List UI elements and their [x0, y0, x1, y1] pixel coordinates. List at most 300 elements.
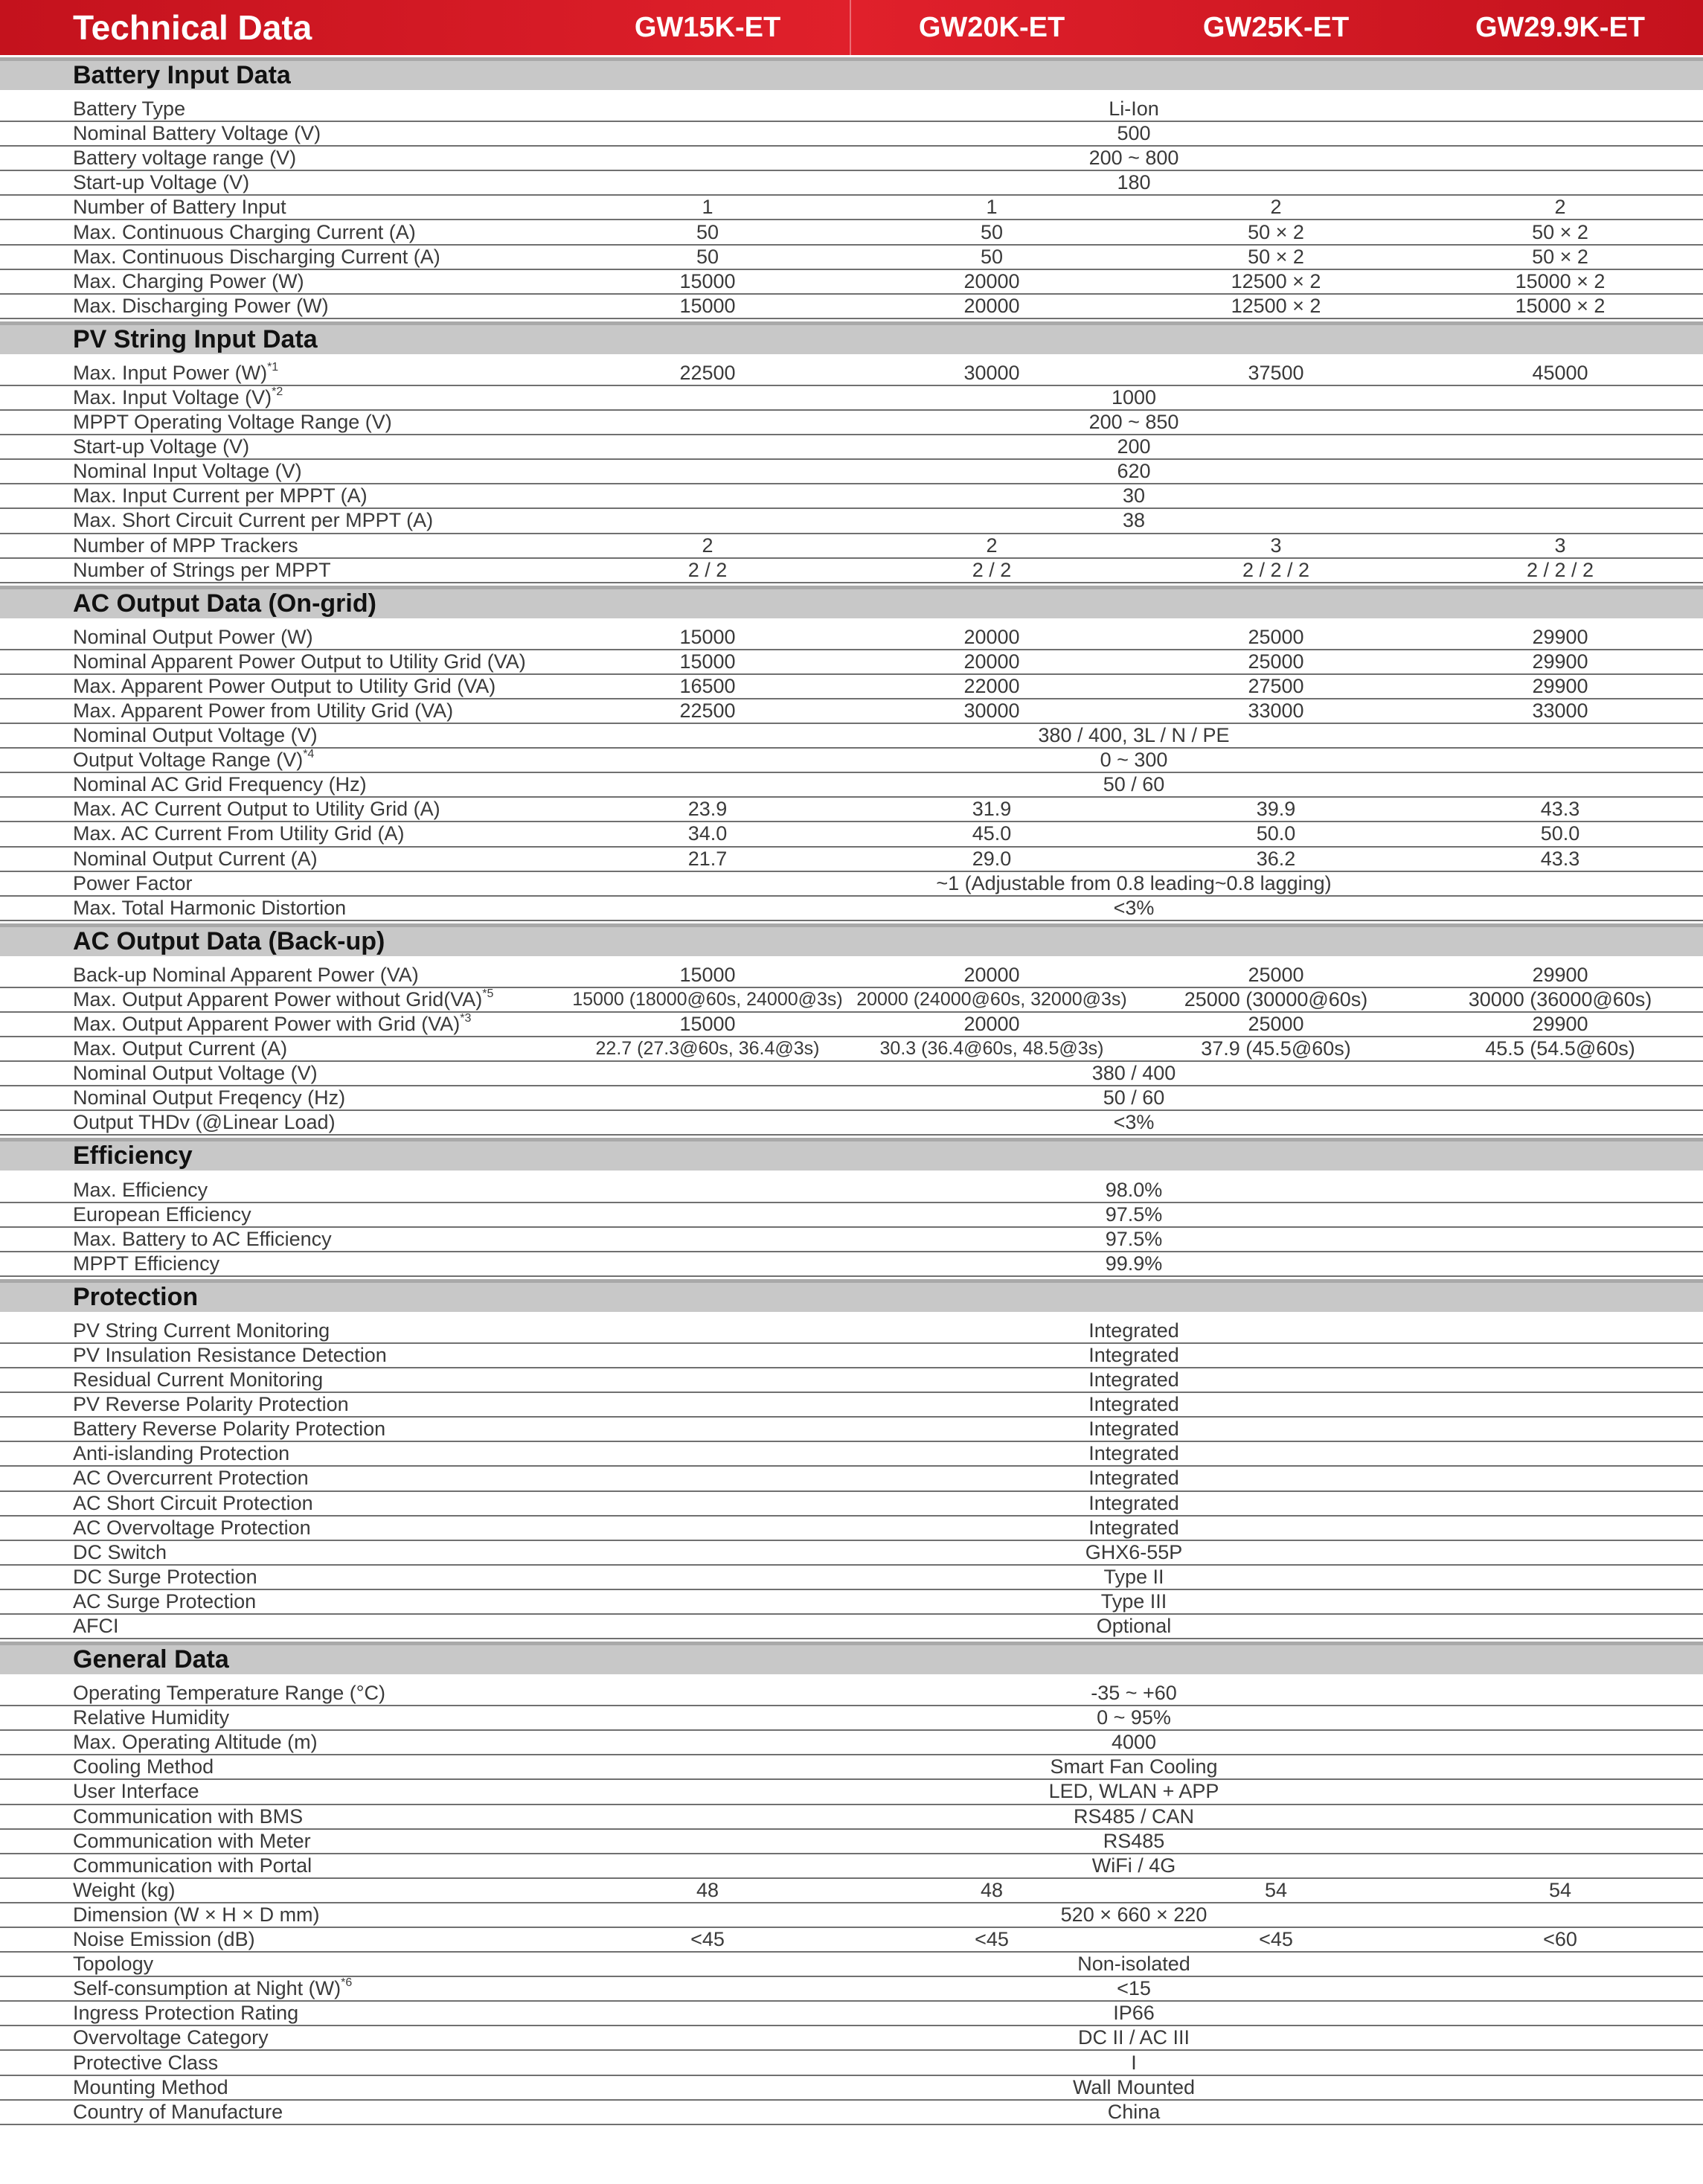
spec-label	[0, 1830, 565, 1853]
spec-row	[0, 171, 1703, 196]
spec-label-text: Protective Class	[73, 2051, 219, 2074]
spec-label-text: Max. Total Harmonic Distortion	[73, 896, 347, 919]
spec-row	[0, 1178, 1703, 1203]
spec-label-text: Dimension (W × H × D mm)	[73, 1903, 320, 1926]
spec-value: 37.9 (45.5@60s)	[1201, 1037, 1351, 1060]
model-column-gw29k: GW29.9K-ET	[1475, 11, 1646, 43]
spec-label	[0, 1319, 565, 1342]
model-column-gw20k: GW20K-ET	[918, 11, 1065, 43]
spec-value-shared: 180	[1117, 171, 1151, 194]
spec-label	[0, 122, 565, 145]
spec-value-shared: <3%	[1113, 1111, 1155, 1134]
spec-value: 22000	[963, 674, 1020, 697]
spec-row	[0, 897, 1703, 921]
spec-value: 2	[702, 534, 713, 557]
spec-label	[0, 460, 565, 483]
spec-label	[0, 2076, 565, 2099]
spec-value-shared: LED, WLAN + APP	[1048, 1780, 1219, 1803]
spec-value-shared: GHX6-55P	[1085, 1540, 1183, 1563]
spec-value-shared: WiFi / 4G	[1091, 1854, 1176, 1877]
spec-value: 50 × 2	[1248, 245, 1304, 268]
spec-value: 12500 × 2	[1231, 269, 1321, 292]
spec-row	[0, 1086, 1703, 1111]
spec-label-text: Max. Charging Power (W)	[73, 269, 304, 292]
spec-label-text: Max. AC Current Output to Utility Grid (A)	[73, 798, 440, 821]
spec-label	[0, 1928, 565, 1951]
section-header: Protection	[0, 1279, 1703, 1312]
spec-label	[0, 147, 565, 170]
spec-label	[0, 1086, 565, 1109]
spec-value: 3	[1554, 534, 1566, 557]
spec-value-shared: 500	[1117, 122, 1151, 145]
spec-value: 45.5 (54.5@60s)	[1485, 1037, 1635, 1060]
spec-value-shared: Integrated	[1088, 1491, 1179, 1514]
spec-label-text: Nominal Output Current (A)	[73, 847, 318, 870]
spec-value: 54	[1264, 1878, 1288, 1901]
spec-label-text: Nominal AC Grid Frequency (Hz)	[73, 773, 367, 796]
spec-value-shared: Integrated	[1088, 1319, 1179, 1342]
spec-row	[0, 1830, 1703, 1854]
spec-label	[0, 246, 565, 269]
spec-value: 33000	[1532, 699, 1588, 723]
spec-label-text: Start-up Voltage (V)	[73, 435, 250, 458]
spec-label	[0, 798, 565, 821]
spec-row	[0, 1393, 1703, 1418]
spec-value: 29900	[1532, 625, 1588, 648]
spec-value: <45	[1259, 1928, 1293, 1951]
section-spacer	[0, 1171, 1703, 1178]
spec-label	[0, 362, 565, 385]
spec-label-text: Communication with BMS	[73, 1804, 304, 1828]
spec-table-body	[0, 57, 1703, 2125]
spec-value: 33000	[1248, 699, 1304, 723]
spec-label-text: Max. Input Power (W)	[73, 361, 268, 384]
spec-value: 22500	[679, 361, 736, 384]
spec-label-text: Ingress Protection Rating	[73, 2002, 299, 2025]
spec-row	[0, 1706, 1703, 1731]
spec-label-text: Back-up Nominal Apparent Power (VA)	[73, 963, 419, 986]
spec-value-shared: Integrated	[1088, 1393, 1179, 1416]
spec-value-shared: 97.5%	[1105, 1203, 1163, 1226]
spec-label-text: Self-consumption at Night (W)	[73, 1977, 341, 2000]
spec-value: 2	[1554, 196, 1566, 219]
spec-value: 30000	[963, 699, 1020, 723]
spec-label	[0, 1977, 565, 2000]
spec-label-text: PV Insulation Resistance Detection	[73, 1343, 387, 1366]
spec-label-text: AC Short Circuit Protection	[73, 1491, 313, 1514]
spec-value-shared: 200 ~ 850	[1088, 411, 1179, 434]
footnote-marker: *2	[272, 385, 283, 398]
spec-value-shared: RS485 / CAN	[1073, 1804, 1195, 1828]
page-title: Technical Data	[73, 8, 312, 47]
footnote-marker: *1	[267, 361, 279, 374]
spec-value: 50.0	[1256, 822, 1296, 845]
spec-label	[0, 988, 565, 1011]
spec-label-text: Max. Input Current per MPPT (A)	[73, 484, 368, 507]
spec-label-text: Max. AC Current From Utility Grid (A)	[73, 822, 405, 845]
spec-value: 20000	[963, 1013, 1020, 1036]
spec-label	[0, 1682, 565, 1705]
spec-label-text: Output Voltage Range (V)	[73, 749, 304, 772]
model-column-gw15k: GW15K-ET	[634, 11, 781, 43]
footnote-marker: *3	[460, 1013, 472, 1025]
spec-value: 50 × 2	[1248, 220, 1304, 243]
spec-label	[0, 822, 565, 845]
spec-row	[0, 699, 1703, 724]
spec-label	[0, 1517, 565, 1540]
spec-label-text: Max. Operating Altitude (m)	[73, 1731, 318, 1754]
spec-value: <60	[1543, 1928, 1577, 1951]
spec-label-text: Power Factor	[73, 871, 193, 894]
spec-label	[0, 897, 565, 920]
spec-value: 25000	[1248, 1013, 1304, 1036]
spec-row	[0, 97, 1703, 122]
spec-value: 20000	[963, 269, 1020, 292]
spec-row	[0, 1203, 1703, 1228]
spec-value-shared: Type III	[1100, 1589, 1167, 1613]
spec-value-shared: Integrated	[1088, 1368, 1179, 1392]
spec-value-shared: Type II	[1103, 1565, 1164, 1588]
spec-label	[0, 1541, 565, 1564]
spec-label-text: Communication with Portal	[73, 1854, 312, 1877]
spec-label	[0, 2002, 565, 2025]
spec-label	[0, 1805, 565, 1828]
spec-value-shared: 99.9%	[1105, 1252, 1163, 1275]
spec-label	[0, 773, 565, 796]
spec-value-shared: 0 ~ 95%	[1097, 1706, 1171, 1729]
spec-label	[0, 1179, 565, 1202]
spec-value-shared: Integrated	[1088, 1418, 1179, 1441]
spec-row	[0, 1903, 1703, 1928]
spec-label	[0, 295, 565, 318]
spec-label	[0, 1111, 565, 1134]
spec-label	[0, 2052, 565, 2075]
spec-row	[0, 2051, 1703, 2075]
spec-value-shared: 0 ~ 300	[1100, 749, 1168, 772]
spec-row	[0, 1977, 1703, 2002]
spec-row	[0, 1418, 1703, 1442]
spec-value: 29900	[1532, 650, 1588, 673]
spec-value-shared: <3%	[1113, 896, 1155, 919]
spec-row	[0, 1953, 1703, 1977]
spec-label	[0, 1393, 565, 1416]
section-header: AC Output Data (On-grid)	[0, 586, 1703, 618]
spec-label-text: MPPT Operating Voltage Range (V)	[73, 411, 392, 434]
spec-label-text: Residual Current Monitoring	[73, 1368, 324, 1392]
spec-value: 16500	[679, 674, 736, 697]
spec-label-text: Nominal Output Voltage (V)	[73, 724, 318, 747]
spec-value-shared: Optional	[1096, 1615, 1172, 1638]
spec-value: 2 / 2 / 2	[1526, 558, 1594, 581]
spec-row	[0, 1228, 1703, 1252]
spec-row	[0, 848, 1703, 872]
spec-row	[0, 1492, 1703, 1517]
spec-value-shared: Integrated	[1088, 1516, 1179, 1539]
spec-row	[0, 1780, 1703, 1804]
spec-label	[0, 2026, 565, 2049]
footnote-marker: *5	[482, 987, 494, 1000]
spec-value-shared: 1000	[1111, 385, 1157, 409]
spec-value-shared: Smart Fan Cooling	[1050, 1755, 1218, 1778]
spec-row	[0, 1731, 1703, 1755]
spec-label-text: Country of Manufacture	[73, 2100, 283, 2123]
spec-value: 15000	[679, 269, 736, 292]
spec-value: 30.3 (36.4@60s, 48.5@3s)	[879, 1038, 1104, 1060]
section-header: PV String Input Data	[0, 321, 1703, 354]
spec-label	[0, 1344, 565, 1367]
spec-value: 15000	[679, 294, 736, 317]
spec-label-text: Output THDv (@Linear Load)	[73, 1111, 336, 1134]
spec-value: 39.9	[1256, 798, 1296, 821]
spec-row	[0, 411, 1703, 435]
spec-row	[0, 798, 1703, 822]
spec-label-text: PV Reverse Polarity Protection	[73, 1393, 349, 1416]
spec-value: 34.0	[687, 822, 728, 845]
spec-value: 20000	[963, 294, 1020, 317]
spec-label	[0, 509, 565, 532]
spec-row	[0, 1541, 1703, 1566]
spec-value: 1	[986, 196, 998, 219]
spec-row	[0, 1252, 1703, 1277]
spec-value-shared: 200	[1117, 435, 1151, 458]
spec-row	[0, 626, 1703, 650]
spec-row	[0, 724, 1703, 749]
spec-value: 50 × 2	[1532, 220, 1588, 243]
spec-label-text: AC Surge Protection	[73, 1589, 257, 1613]
spec-row	[0, 1805, 1703, 1830]
spec-label	[0, 1252, 565, 1275]
spec-label	[0, 699, 565, 723]
spec-label	[0, 1566, 565, 1589]
spec-value-shared: 380 / 400	[1091, 1062, 1176, 1085]
spec-row	[0, 650, 1703, 675]
spec-value-shared: 50 / 60	[1103, 773, 1165, 796]
spec-value: 25000	[1248, 650, 1304, 673]
spec-label	[0, 1590, 565, 1613]
spec-value: 2 / 2 / 2	[1242, 558, 1310, 581]
spec-label	[0, 1418, 565, 1441]
spec-label-text: AC Overcurrent Protection	[73, 1467, 309, 1490]
spec-label	[0, 1731, 565, 1754]
spec-value: 29900	[1532, 1013, 1588, 1036]
spec-value: 20000	[963, 963, 1020, 986]
spec-value: 15000	[679, 963, 736, 986]
spec-value-shared: DC II / AC III	[1077, 2026, 1190, 2049]
spec-label-text: Communication with Meter	[73, 1829, 311, 1852]
spec-label	[0, 1368, 565, 1392]
spec-value: 15000 (18000@60s, 24000@3s)	[572, 988, 843, 1010]
spec-label	[0, 559, 565, 582]
spec-label	[0, 534, 565, 557]
spec-label-text: Max. Output Current (A)	[73, 1037, 288, 1060]
spec-value: 23.9	[687, 798, 728, 821]
spec-row	[0, 246, 1703, 270]
spec-label-text: AC Overvoltage Protection	[73, 1516, 311, 1539]
spec-label	[0, 196, 565, 219]
spec-row	[0, 1344, 1703, 1368]
spec-label	[0, 1062, 565, 1085]
spec-label-text: Number of Strings per MPPT	[73, 558, 331, 581]
spec-value-shared: I	[1131, 2051, 1137, 2074]
section-spacer	[0, 1674, 1703, 1682]
spec-value-shared: 620	[1117, 460, 1151, 483]
spec-label-text: Nominal Apparent Power Output to Utility Grid (VA)	[73, 650, 526, 673]
header-divider	[850, 0, 851, 55]
spec-label	[0, 675, 565, 698]
spec-row	[0, 559, 1703, 583]
spec-label	[0, 1706, 565, 1729]
section-spacer	[0, 618, 1703, 626]
spec-label-text: European Efficiency	[73, 1203, 251, 1226]
spec-label-text: Max. Output Apparent Power without Grid(VA)	[73, 987, 483, 1011]
spec-label	[0, 1755, 565, 1778]
section-header: AC Output Data (Back-up)	[0, 923, 1703, 956]
spec-value: 43.3	[1540, 847, 1580, 870]
spec-row	[0, 773, 1703, 798]
spec-row	[0, 1368, 1703, 1393]
spec-label-text: Overvoltage Category	[73, 2026, 269, 2049]
spec-value: 50 × 2	[1532, 245, 1588, 268]
spec-label-text: Max. Continuous Discharging Current (A)	[73, 245, 440, 268]
spec-value: 2	[986, 534, 998, 557]
footnote-marker: *4	[303, 749, 315, 761]
spec-label-text: Nominal Input Voltage (V)	[73, 460, 302, 483]
spec-label	[0, 650, 565, 673]
spec-row	[0, 122, 1703, 147]
spec-value-shared: 520 × 660 × 220	[1060, 1903, 1208, 1926]
spec-value: 12500 × 2	[1231, 294, 1321, 317]
spec-label	[0, 221, 565, 244]
spec-label-text: Max. Efficiency	[73, 1178, 208, 1201]
spec-value: 54	[1548, 1878, 1572, 1901]
spec-row	[0, 2076, 1703, 2101]
spec-value: 29900	[1532, 963, 1588, 986]
spec-label	[0, 411, 565, 434]
spec-value-shared: Non-isolated	[1077, 1953, 1190, 1976]
spec-row	[0, 270, 1703, 295]
spec-value: 43.3	[1540, 798, 1580, 821]
spec-label-text: Max. Short Circuit Current per MPPT (A)	[73, 509, 434, 532]
spec-value-shared: 98.0%	[1105, 1178, 1163, 1201]
spec-label-text: Nominal Output Freqency (Hz)	[73, 1086, 346, 1109]
section-spacer	[0, 956, 1703, 964]
spec-label	[0, 1013, 565, 1036]
spec-value-shared: 38	[1122, 509, 1146, 532]
spec-label	[0, 1492, 565, 1515]
spec-label	[0, 872, 565, 895]
spec-value: 2	[1270, 196, 1282, 219]
spec-label-text: MPPT Efficiency	[73, 1252, 220, 1275]
spec-label-text: Battery Reverse Polarity Protection	[73, 1418, 386, 1441]
spec-label-text: Weight (kg)	[73, 1878, 176, 1901]
spec-value: 48	[696, 1878, 719, 1901]
spec-label-text: Topology	[73, 1953, 154, 1976]
spec-row	[0, 749, 1703, 773]
spec-value-shared: -35 ~ +60	[1091, 1682, 1177, 1705]
spec-row	[0, 1467, 1703, 1491]
spec-label-text: Nominal Battery Voltage (V)	[73, 122, 321, 145]
spec-value: 50	[696, 245, 719, 268]
spec-label	[0, 848, 565, 871]
spec-label	[0, 1854, 565, 1877]
spec-row	[0, 1590, 1703, 1615]
spec-value: 50.0	[1540, 822, 1580, 845]
spec-row	[0, 872, 1703, 897]
spec-value: 31.9	[972, 798, 1012, 821]
spec-value-shared: Integrated	[1088, 1467, 1179, 1490]
spec-value-shared: 380 / 400, 3L / N / PE	[1038, 724, 1230, 747]
spec-label-text: AFCI	[73, 1615, 119, 1638]
spec-label-text: Battery Type	[73, 97, 186, 121]
model-column-gw25k: GW25K-ET	[1202, 11, 1350, 43]
spec-row	[0, 1037, 1703, 1062]
spec-label-text: Max. Output Apparent Power with Grid (VA)	[73, 1013, 461, 1036]
spec-row	[0, 1517, 1703, 1541]
spec-value: 50	[980, 245, 1004, 268]
spec-label	[0, 2101, 565, 2124]
spec-value: 15000 × 2	[1515, 294, 1606, 317]
spec-row	[0, 1854, 1703, 1879]
spec-label-text: Anti-islanding Protection	[73, 1442, 290, 1465]
spec-label-text: Max. Discharging Power (W)	[73, 294, 329, 317]
spec-label	[0, 1442, 565, 1465]
spec-value: 37500	[1248, 361, 1304, 384]
spec-row	[0, 988, 1703, 1013]
spec-value-shared: IP66	[1113, 2002, 1155, 2025]
section-header: Efficiency	[0, 1138, 1703, 1171]
spec-value: 22500	[679, 699, 736, 723]
spec-row	[0, 435, 1703, 460]
section-spacer	[0, 354, 1703, 362]
spec-label	[0, 386, 565, 409]
footnote-marker: *6	[341, 1977, 353, 1990]
spec-value: 1	[702, 196, 713, 219]
spec-label-text: PV String Current Monitoring	[73, 1319, 330, 1342]
spec-row	[0, 196, 1703, 220]
spec-label	[0, 1203, 565, 1226]
spec-row	[0, 484, 1703, 509]
spec-value: 20000	[963, 625, 1020, 648]
spec-value: 15000	[679, 625, 736, 648]
spec-row	[0, 147, 1703, 171]
spec-label	[0, 484, 565, 507]
spec-value: 25000 (30000@60s)	[1184, 987, 1368, 1011]
spec-label	[0, 964, 565, 987]
spec-value: 25000	[1248, 625, 1304, 648]
spec-row	[0, 1928, 1703, 1953]
spec-label-text: Cooling Method	[73, 1755, 214, 1778]
spec-value-shared: ~1 (Adjustable from 0.8 leading~0.8 lagging)	[936, 871, 1332, 894]
spec-value: 20000	[963, 650, 1020, 673]
spec-value: 50	[696, 220, 719, 243]
spec-value-shared: 97.5%	[1105, 1227, 1163, 1250]
spec-label	[0, 270, 565, 293]
spec-row	[0, 1615, 1703, 1639]
spec-row	[0, 1755, 1703, 1780]
spec-label-text: DC Surge Protection	[73, 1565, 257, 1588]
spec-label-text: DC Switch	[73, 1540, 167, 1563]
spec-value-shared: Wall Mounted	[1072, 2075, 1196, 2098]
spec-label	[0, 1228, 565, 1251]
spec-value: 22.7 (27.3@60s, 36.4@3s)	[595, 1038, 820, 1060]
spec-label-text: Mounting Method	[73, 2075, 228, 2098]
spec-label	[0, 724, 565, 747]
spec-value-shared: Integrated	[1088, 1343, 1179, 1366]
spec-label	[0, 1903, 565, 1927]
spec-row	[0, 1319, 1703, 1344]
spec-value: 30000	[963, 361, 1020, 384]
spec-label	[0, 1467, 565, 1490]
